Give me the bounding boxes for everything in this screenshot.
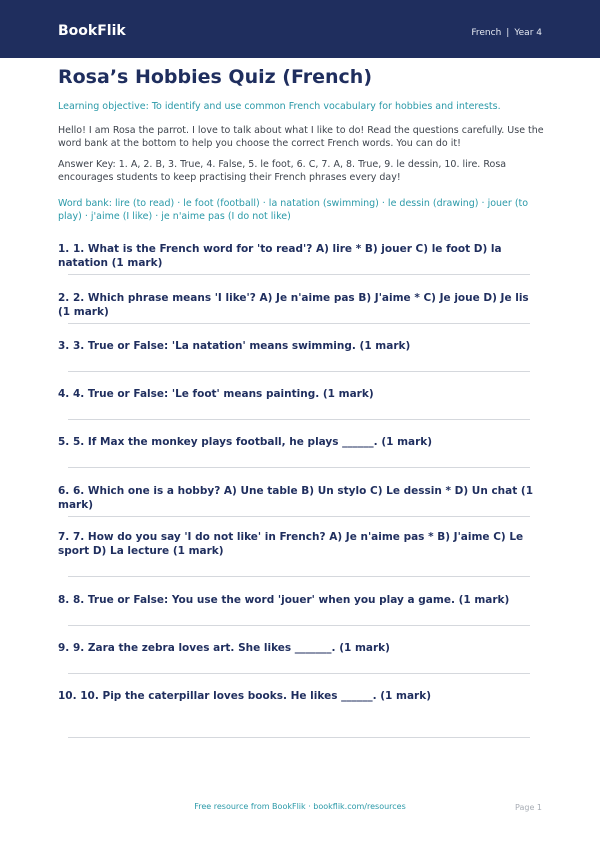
question-1: 1. 1. What is the French word for 'to read'? A) lire * B) jouer C) le foot D) la natation (1 mark) bbox=[58, 243, 502, 269]
word-bank: Word bank: lire (to read) · le foot (football) · la natation (swimming) · le dessin (drawing) · jouer (to play) · j'aime (I like) · je n'aime pas (I do not like) bbox=[58, 198, 529, 222]
question-2: 2. 2. Which phrase means 'I like'? A) Je n'aime pas B) J'aime * C) Je joue D) Je lis (1 mark) bbox=[58, 292, 529, 318]
question-8: 8. 8. True or False: You use the word 'jouer' when you play a game. (1 mark) bbox=[58, 594, 510, 606]
answer-line-5[interactable] bbox=[68, 467, 530, 468]
header-separator: | bbox=[506, 28, 510, 38]
answer-key: Answer Key: 1. A, 2. B, 3. True, 4. False, 5. le foot, 6. C, 7. A, 8. True, 9. le dessin, 10. lire. Rosa encourages students to keep practising their French phrases every day! bbox=[58, 159, 507, 183]
header-meta bbox=[471, 27, 542, 39]
answer-line-7[interactable] bbox=[68, 576, 530, 577]
answer-line-9[interactable] bbox=[68, 673, 530, 674]
footer-link[interactable]: Free resource from BookFlik · bookflik.com/resources bbox=[194, 802, 406, 811]
answer-line-4[interactable] bbox=[68, 419, 530, 420]
answer-line-1[interactable] bbox=[68, 274, 530, 275]
answer-line-10[interactable] bbox=[68, 737, 530, 738]
page-header bbox=[0, 0, 600, 58]
question-9: 9. 9. Zara the zebra loves art. She likes _______. (1 mark) bbox=[58, 642, 390, 654]
page-number: Page 1 bbox=[515, 803, 542, 812]
question-5: 5. 5. If Max the monkey plays football, he plays ______. (1 mark) bbox=[58, 436, 433, 448]
answer-line-2[interactable] bbox=[68, 323, 530, 324]
question-6: 6. 6. Which one is a hobby? A) Une table B) Un stylo C) Le dessin * D) Un chat (1 mark) bbox=[58, 485, 534, 511]
question-4: 4. 4. True or False: 'Le foot' means painting. (1 mark) bbox=[58, 388, 374, 400]
answer-line-8[interactable] bbox=[68, 625, 530, 626]
question-3: 3. 3. True or False: 'La natation' means swimming. (1 mark) bbox=[58, 340, 411, 352]
answer-line-6[interactable] bbox=[68, 516, 530, 517]
page-title: Rosa’s Hobbies Quiz (French) bbox=[58, 66, 373, 88]
year-label: Year 4 bbox=[514, 28, 542, 38]
brand-logo[interactable]: BookFlik bbox=[58, 23, 126, 39]
answer-line-3[interactable] bbox=[68, 371, 530, 372]
intro-text: Hello! I am Rosa the parrot. I love to talk about what I like to do! Read the questions carefully. Use the word bank at the bottom to help you choose the correct French words. You can do it! bbox=[58, 125, 544, 149]
learning-objective: Learning objective: To identify and use common French vocabulary for hobbies and interests. bbox=[58, 101, 501, 112]
question-10: 10. 10. Pip the caterpillar loves books. He likes ______. (1 mark) bbox=[58, 690, 431, 702]
question-7: 7. 7. How do you say 'I do not like' in French? A) Je n'aime pas * B) J'aime C) Le sport D) La lecture (1 mark) bbox=[58, 531, 524, 557]
subject-label: French bbox=[471, 28, 502, 38]
